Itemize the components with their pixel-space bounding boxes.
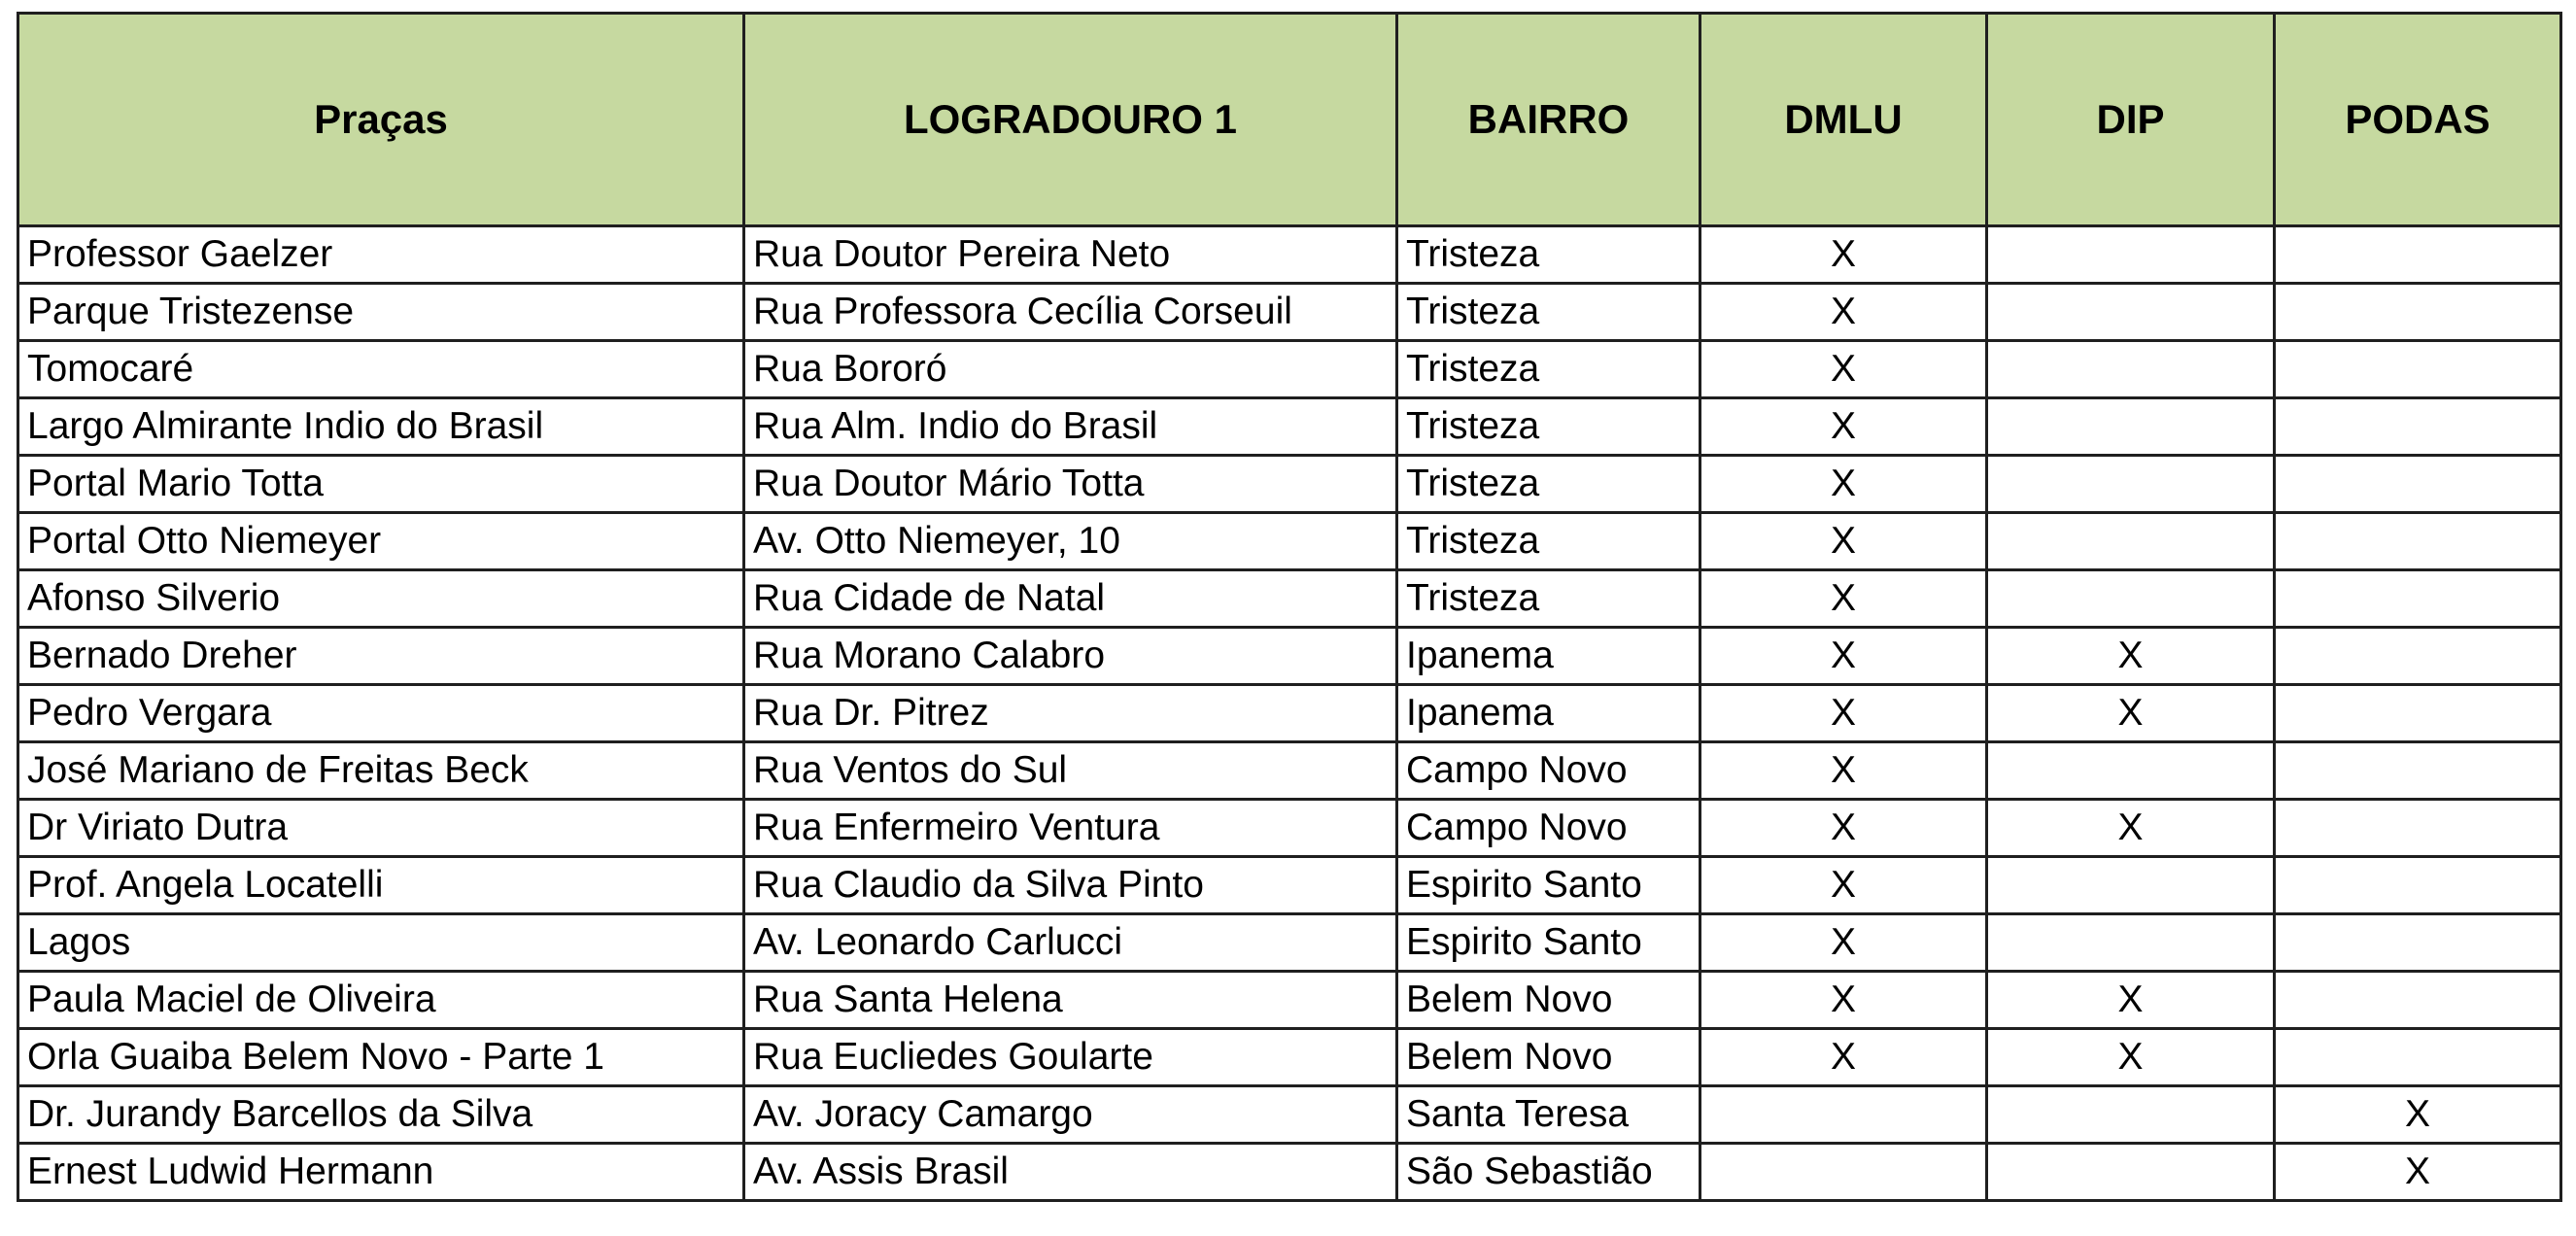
- bairro-cell: Tristeza: [1397, 570, 1700, 628]
- dmlu-mark-cell: X: [1700, 800, 1987, 857]
- dip-mark-cell: [1987, 1086, 2275, 1144]
- logradouro-cell: Rua Claudio da Silva Pinto: [744, 857, 1397, 914]
- header-logradouro: LOGRADOURO 1: [744, 14, 1397, 226]
- table-row: [18, 628, 2561, 685]
- praca-cell: Bernado Dreher: [18, 628, 744, 685]
- podas-mark-cell: [2275, 800, 2561, 857]
- logradouro-cell: Rua Professora Cecília Corseuil: [744, 284, 1397, 341]
- dmlu-mark-cell: X: [1700, 513, 1987, 570]
- dmlu-mark-cell: [1700, 1144, 1987, 1201]
- table-row: [18, 570, 2561, 628]
- dmlu-mark-cell: X: [1700, 857, 1987, 914]
- bairro-cell: Espirito Santo: [1397, 914, 1700, 972]
- podas-mark-cell: X: [2275, 1144, 2561, 1201]
- header-row: [18, 14, 2561, 226]
- table-row: [18, 513, 2561, 570]
- praca-cell: Orla Guaiba Belem Novo - Parte 1: [18, 1029, 744, 1086]
- table-row: [18, 742, 2561, 800]
- table-row: [18, 857, 2561, 914]
- table-body: [18, 226, 2561, 1201]
- logradouro-cell: Rua Dr. Pitrez: [744, 685, 1397, 742]
- praca-cell: Portal Otto Niemeyer: [18, 513, 744, 570]
- praca-cell: Afonso Silverio: [18, 570, 744, 628]
- podas-mark-cell: [2275, 284, 2561, 341]
- praca-cell: Parque Tristezense: [18, 284, 744, 341]
- praca-cell: Paula Maciel de Oliveira: [18, 972, 744, 1029]
- logradouro-cell: Rua Doutor Mário Totta: [744, 456, 1397, 513]
- praca-cell: Professor Gaelzer: [18, 226, 744, 284]
- podas-mark-cell: [2275, 341, 2561, 398]
- praca-cell: José Mariano de Freitas Beck: [18, 742, 744, 800]
- header-dip: DIP: [1987, 14, 2275, 226]
- dip-mark-cell: [1987, 284, 2275, 341]
- dip-mark-cell: [1987, 914, 2275, 972]
- logradouro-cell: Av. Otto Niemeyer, 10: [744, 513, 1397, 570]
- bairro-cell: Tristeza: [1397, 226, 1700, 284]
- podas-mark-cell: [2275, 685, 2561, 742]
- dip-mark-cell: [1987, 513, 2275, 570]
- bairro-cell: Campo Novo: [1397, 742, 1700, 800]
- dip-mark-cell: [1987, 742, 2275, 800]
- table-row: [18, 1029, 2561, 1086]
- table-row: [18, 685, 2561, 742]
- logradouro-cell: Av. Leonardo Carlucci: [744, 914, 1397, 972]
- podas-mark-cell: [2275, 226, 2561, 284]
- podas-mark-cell: [2275, 398, 2561, 456]
- dip-mark-cell: [1987, 570, 2275, 628]
- podas-mark-cell: [2275, 972, 2561, 1029]
- dmlu-mark-cell: X: [1700, 341, 1987, 398]
- dip-mark-cell: X: [1987, 628, 2275, 685]
- bairro-cell: Belem Novo: [1397, 972, 1700, 1029]
- praca-cell: Lagos: [18, 914, 744, 972]
- table-row: [18, 972, 2561, 1029]
- dip-mark-cell: X: [1987, 972, 2275, 1029]
- table-row: [18, 284, 2561, 341]
- dmlu-mark-cell: X: [1700, 284, 1987, 341]
- dip-mark-cell: X: [1987, 1029, 2275, 1086]
- logradouro-cell: Rua Eucliedes Goularte: [744, 1029, 1397, 1086]
- header-dmlu: DMLU: [1700, 14, 1987, 226]
- dmlu-mark-cell: X: [1700, 685, 1987, 742]
- table-row: [18, 1086, 2561, 1144]
- dip-mark-cell: [1987, 456, 2275, 513]
- table-header: [18, 14, 2561, 226]
- bairro-cell: Tristeza: [1397, 513, 1700, 570]
- praca-cell: Portal Mario Totta: [18, 456, 744, 513]
- dip-mark-cell: [1987, 226, 2275, 284]
- dmlu-mark-cell: [1700, 1086, 1987, 1144]
- dip-mark-cell: [1987, 398, 2275, 456]
- dmlu-mark-cell: X: [1700, 398, 1987, 456]
- podas-mark-cell: [2275, 914, 2561, 972]
- praca-cell: Tomocaré: [18, 341, 744, 398]
- logradouro-cell: Av. Joracy Camargo: [744, 1086, 1397, 1144]
- praca-cell: Pedro Vergara: [18, 685, 744, 742]
- logradouro-cell: Av. Assis Brasil: [744, 1144, 1397, 1201]
- logradouro-cell: Rua Morano Calabro: [744, 628, 1397, 685]
- table-row: [18, 226, 2561, 284]
- praca-cell: Ernest Ludwid Hermann: [18, 1144, 744, 1201]
- dmlu-mark-cell: X: [1700, 456, 1987, 513]
- dmlu-mark-cell: X: [1700, 570, 1987, 628]
- logradouro-cell: Rua Enfermeiro Ventura: [744, 800, 1397, 857]
- bairro-cell: Tristeza: [1397, 284, 1700, 341]
- header-podas: PODAS: [2275, 14, 2561, 226]
- podas-mark-cell: [2275, 513, 2561, 570]
- header-pracas: Praças: [18, 14, 744, 226]
- bairro-cell: Tristeza: [1397, 456, 1700, 513]
- dmlu-mark-cell: X: [1700, 972, 1987, 1029]
- table-row: [18, 914, 2561, 972]
- dmlu-mark-cell: X: [1700, 226, 1987, 284]
- podas-mark-cell: [2275, 628, 2561, 685]
- logradouro-cell: Rua Ventos do Sul: [744, 742, 1397, 800]
- bairro-cell: São Sebastião: [1397, 1144, 1700, 1201]
- podas-mark-cell: [2275, 742, 2561, 800]
- logradouro-cell: Rua Alm. Indio do Brasil: [744, 398, 1397, 456]
- podas-mark-cell: [2275, 1029, 2561, 1086]
- podas-mark-cell: [2275, 857, 2561, 914]
- bairro-cell: Belem Novo: [1397, 1029, 1700, 1086]
- table-row: [18, 1144, 2561, 1201]
- pracas-table: [17, 12, 2562, 1202]
- bairro-cell: Espirito Santo: [1397, 857, 1700, 914]
- logradouro-cell: Rua Santa Helena: [744, 972, 1397, 1029]
- praca-cell: Dr. Jurandy Barcellos da Silva: [18, 1086, 744, 1144]
- praca-cell: Dr Viriato Dutra: [18, 800, 744, 857]
- logradouro-cell: Rua Cidade de Natal: [744, 570, 1397, 628]
- table-row: [18, 398, 2561, 456]
- dmlu-mark-cell: X: [1700, 1029, 1987, 1086]
- header-bairro: BAIRRO: [1397, 14, 1700, 226]
- table-row: [18, 456, 2561, 513]
- bairro-cell: Tristeza: [1397, 398, 1700, 456]
- table-row: [18, 800, 2561, 857]
- logradouro-cell: Rua Bororó: [744, 341, 1397, 398]
- bairro-cell: Tristeza: [1397, 341, 1700, 398]
- podas-mark-cell: X: [2275, 1086, 2561, 1144]
- dip-mark-cell: [1987, 1144, 2275, 1201]
- praca-cell: Prof. Angela Locatelli: [18, 857, 744, 914]
- bairro-cell: Santa Teresa: [1397, 1086, 1700, 1144]
- dip-mark-cell: [1987, 857, 2275, 914]
- praca-cell: Largo Almirante Indio do Brasil: [18, 398, 744, 456]
- bairro-cell: Campo Novo: [1397, 800, 1700, 857]
- logradouro-cell: Rua Doutor Pereira Neto: [744, 226, 1397, 284]
- dip-mark-cell: [1987, 341, 2275, 398]
- bairro-cell: Ipanema: [1397, 685, 1700, 742]
- table-row: [18, 341, 2561, 398]
- dmlu-mark-cell: X: [1700, 742, 1987, 800]
- bairro-cell: Ipanema: [1397, 628, 1700, 685]
- dip-mark-cell: X: [1987, 800, 2275, 857]
- dmlu-mark-cell: X: [1700, 628, 1987, 685]
- dmlu-mark-cell: X: [1700, 914, 1987, 972]
- podas-mark-cell: [2275, 456, 2561, 513]
- podas-mark-cell: [2275, 570, 2561, 628]
- dip-mark-cell: X: [1987, 685, 2275, 742]
